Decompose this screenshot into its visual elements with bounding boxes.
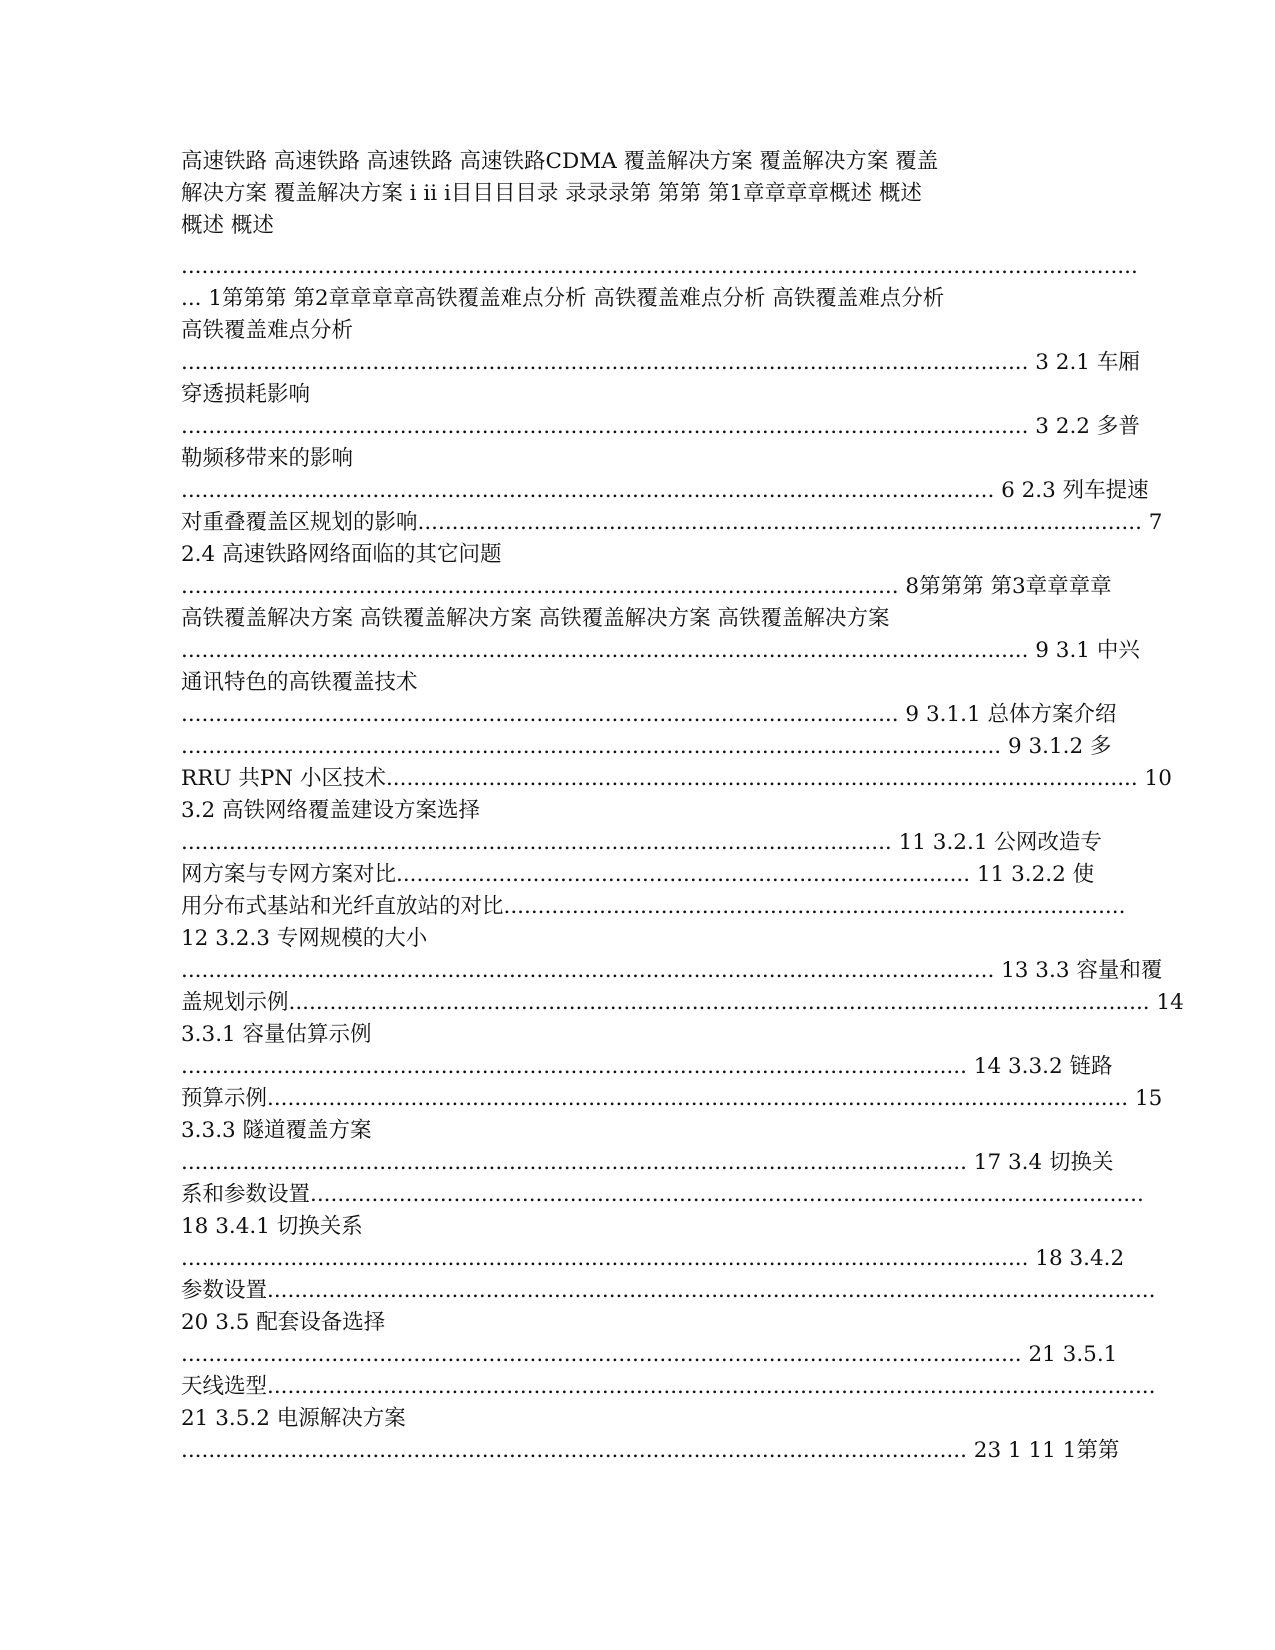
table-of-contents [181, 146, 1184, 1467]
line-gap [181, 242, 1061, 251]
toc-line: 高铁覆盖难点分析 [181, 318, 354, 343]
toc-line: 高速铁路 高速铁路 高速铁路 高速铁路CDMA 覆盖解决方案 覆盖解决方案 覆盖 [181, 149, 939, 174]
toc-line: 12 3.2.3 专网规模的大小 [181, 926, 428, 951]
toc-line: 解决方案 覆盖解决方案 i ii i目目目目录 录录录第 第第 第1章章章章概述 概述 [181, 181, 922, 206]
toc-line: 概述 概述 [181, 213, 274, 238]
toc-line: ................................................................................................................... 23 1 11 1第第 [181, 1438, 1120, 1463]
toc-line: ......................................................................................................... 9 3.1.1 总体方案介绍 [181, 702, 1117, 727]
toc-line: 对重叠覆盖区规划的影响.......................................................................................................... 7 [181, 510, 1163, 535]
toc-line: 18 3.4.1 切换关系 [181, 1214, 363, 1239]
toc-line: 21 3.5.2 电源解决方案 [181, 1406, 406, 1431]
toc-line: ............................................................................................................................ 3 2.1 车厢 [181, 350, 1140, 375]
toc-line: 盖规划示例.............................................................................................................................. 14 [181, 990, 1184, 1015]
toc-line: 参数设置.................................................................................................................................. [181, 1278, 1156, 1303]
toc-line: ............................................................................................................................ 3 2.2 多普 [181, 414, 1140, 439]
toc-line: ... 1第第第 第2章章章章高铁覆盖难点分析 高铁覆盖难点分析 高铁覆盖难点分析 [181, 286, 945, 311]
toc-line: RRU 共PN 小区技术.............................................................................................................. 10 [181, 766, 1172, 791]
toc-line: ................................................................................................................... 14 3.3.2 链路 [181, 1054, 1113, 1079]
toc-line: 网方案与专网方案对比.................................................................................... 11 3.2.2 使 [181, 862, 1095, 887]
toc-line: 天线选型.................................................................................................................................. [181, 1374, 1156, 1399]
toc-line: 2.4 高速铁路网络面临的其它问题 [181, 542, 502, 567]
toc-line: ............................................................................................................................ 9 3.1 中兴 [181, 638, 1140, 663]
toc-line: ........................................................................................................ 11 3.2.1 公网改造专 [181, 830, 1102, 855]
toc-line: 预算示例.............................................................................................................................. 15 [181, 1086, 1163, 1111]
toc-line: ........................................................................................................................... 21 3.5.1 [181, 1342, 1118, 1367]
toc-line: 20 3.5 配套设备选择 [181, 1310, 386, 1335]
toc-line: ......................................................................................................... 8第第第 第3章章章章 [181, 574, 1112, 599]
toc-line: 高铁覆盖解决方案 高铁覆盖解决方案 高铁覆盖解决方案 高铁覆盖解决方案 [181, 606, 890, 631]
toc-line: ....................................................................................................................... 6 2.3 列车提速 [181, 478, 1149, 503]
toc-line: 穿透损耗影响 [181, 382, 311, 407]
toc-line: ............................................................................................................................................ [181, 254, 1138, 279]
toc-line: 系和参数设置.......................................................................................................................... [181, 1182, 1144, 1207]
toc-line: 3.3.3 隧道覆盖方案 [181, 1118, 372, 1143]
toc-line: ....................................................................................................................... 13 3.3 容量和覆 [181, 958, 1163, 983]
toc-line: ................................................................................................................... 17 3.4 切换关 [181, 1150, 1114, 1175]
toc-line: 用分布式基站和光纤直放站的对比........................................................................................... [181, 894, 1126, 919]
toc-line: ............................................................................................................................ 18 3.4.2 [181, 1246, 1125, 1271]
toc-line: ........................................................................................................................ 9 3.1.2 多 [181, 734, 1112, 759]
toc-line: 3.2 高铁网络覆盖建设方案选择 [181, 798, 481, 823]
toc-line: 勒频移带来的影响 [181, 446, 354, 471]
toc-line: 通讯特色的高铁覆盖技术 [181, 670, 418, 695]
toc-line: 3.3.1 容量估算示例 [181, 1022, 372, 1047]
